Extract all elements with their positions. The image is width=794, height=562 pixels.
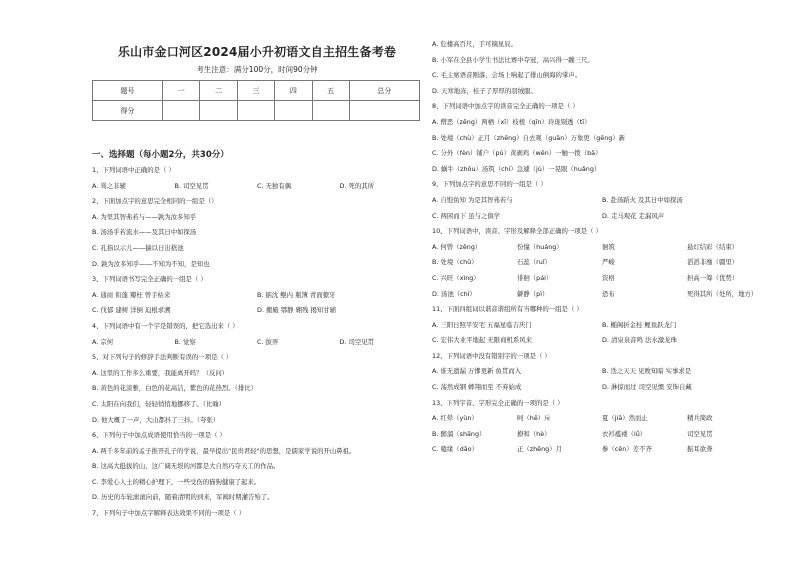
option-text: A. 僧恶（zēng）两栖（xī）枝棱（qīn）玲珑剔透（tī） bbox=[432, 117, 591, 126]
option-text: B. 椭阁折金桂 鲤鱼跃龙门 bbox=[602, 320, 677, 329]
option-row bbox=[432, 364, 772, 380]
score-header-cell: 总分 bbox=[349, 81, 419, 101]
option-text: A. 红晕（yùn） bbox=[432, 414, 478, 423]
option-row bbox=[432, 255, 772, 271]
option-text: D. 清泉泉音鸣 法水激龙珠 bbox=[602, 336, 677, 345]
option-text: A. 危楼高百尺，手可摘星辰。 bbox=[432, 40, 518, 48]
option-text: A. 骂之非辅 bbox=[92, 181, 126, 190]
option-row bbox=[432, 442, 772, 458]
option-text: 严峻 bbox=[602, 258, 615, 267]
question-text: 1、下列词语中正确的是（ ） bbox=[92, 166, 175, 174]
option-row bbox=[432, 193, 772, 209]
score-header-cell: 二 bbox=[200, 81, 237, 101]
exam-notice: 考生注意：满分100分，时间90分钟 bbox=[196, 65, 318, 74]
option-text: 担高一筹（优势） bbox=[687, 273, 739, 282]
option-text: C. 兴旺（xìng） bbox=[432, 273, 480, 282]
option-text: B. 司空见贯 bbox=[174, 181, 209, 190]
question-text: 8、下列词语中加点字的读音完全正确的一项是（ ） bbox=[432, 102, 579, 111]
score-header-cell: 一 bbox=[163, 81, 200, 101]
option-text: C. 孔指以示儿——揣以日出嵇池 bbox=[92, 243, 184, 252]
option-row bbox=[432, 318, 772, 334]
section-title: 一、选择题（每小题2分，共30分） bbox=[92, 150, 229, 160]
option-row bbox=[92, 335, 422, 351]
option-text: B. 处境（chǔ） bbox=[432, 258, 478, 267]
option-text: A. 何曾（zēng） bbox=[432, 242, 482, 251]
left-column bbox=[92, 163, 422, 522]
option-text: B. 赴汤蹈火 及其日中如探汤 bbox=[602, 195, 683, 204]
score-table-score-row bbox=[93, 101, 420, 121]
option-text: 撩和（hè） bbox=[517, 429, 551, 438]
option-text: B. 小军在全县小学生书法比赛中夺冠，高兴得一蹦三尺。 bbox=[432, 55, 594, 64]
score-row-label: 得分 bbox=[93, 101, 163, 121]
option-row bbox=[432, 209, 772, 225]
question-text: 6、下列句子中加点成语使用恰当的一项是（ ） bbox=[92, 431, 226, 440]
option-text: A. 三阳日照平安宅 五福星临吉庆门 bbox=[432, 320, 532, 329]
option-text: B. 处境（chù）正月（zhēng）自去观（guān）万象更（gēng）新 bbox=[432, 133, 626, 142]
option-text: A. 为里其智弗若与——孰为汝多知乎 bbox=[92, 212, 197, 221]
option-row bbox=[92, 303, 422, 319]
option-row bbox=[432, 240, 772, 256]
option-row bbox=[432, 380, 772, 396]
option-text: C. 拔弄 bbox=[257, 337, 279, 346]
score-header-cell: 四 bbox=[275, 81, 312, 101]
option-text: C. 两困而下 虽与之俱学 bbox=[432, 211, 501, 220]
option-row bbox=[432, 411, 772, 427]
question-text: 5、对下列句子的修辞手法判断有误的一项是（ ） bbox=[92, 353, 233, 362]
option-text: A. 宗何 bbox=[92, 337, 114, 346]
option-text: 僻静（pì） bbox=[517, 289, 549, 298]
option-text: 份憧（huáng） bbox=[517, 242, 563, 251]
option-text: A. 自饱鱼知 为是其智弗若与 bbox=[432, 195, 513, 204]
option-text: C. 伐郁 建树 洋倒 迫根求溯 bbox=[92, 306, 171, 315]
right-column bbox=[432, 37, 772, 458]
question-text: 7、下列句子中加点字解释表达效果不同的一项是（ ） bbox=[92, 509, 246, 518]
option-text: 夏（jiā）然而止 bbox=[602, 414, 648, 423]
option-text: B. 掂沈 鲲内 瓶簿 青面獠牙 bbox=[257, 290, 336, 299]
option-text: B. 汤汤乎若流水——及其日中如探汤 bbox=[92, 228, 197, 237]
option-text: 参（cēn）差不齐 bbox=[602, 445, 652, 454]
exam-title: 乐山市金口河区2024届小升初语文自主招生备考卷 bbox=[117, 45, 397, 59]
option-row bbox=[92, 288, 422, 304]
option-text: D. 搬簸 鄂静 翱残 揭知甘辅 bbox=[257, 306, 336, 315]
question-text: 9、下列加点字的意思不同的一组是（ ） bbox=[432, 180, 547, 189]
option-text: C. 无独有偶 bbox=[257, 181, 292, 190]
score-cell bbox=[349, 101, 419, 121]
score-cell bbox=[237, 101, 274, 121]
option-text: C. 毛主席语音刚落，会场上响起了排山倒海的掌声。 bbox=[432, 71, 582, 80]
option-text: 石蕊（ruǐ） bbox=[517, 258, 552, 267]
option-text: 恐布 bbox=[602, 289, 615, 298]
option-text: C. 嗑缘（dāo） bbox=[432, 445, 478, 454]
option-text: C. 李爱心人士的精心护理下，一些受伤的猫狗健康了起来。 bbox=[92, 477, 261, 486]
score-header-cell: 题号 bbox=[93, 81, 163, 101]
question-text: 12、下列词语中没有错别字的一项是（ ） bbox=[432, 351, 551, 360]
option-text: D. 死的其所 bbox=[339, 181, 375, 190]
option-text: 徘徊（pái） bbox=[517, 273, 553, 282]
score-table bbox=[92, 80, 420, 121]
option-row bbox=[92, 179, 422, 195]
score-cell bbox=[275, 101, 312, 121]
option-text: D. 蜗牛（zhōu）汤筑（chí）急遽（jù）一晃眼（huǎng） bbox=[432, 164, 601, 173]
score-table-header-row bbox=[93, 81, 420, 101]
question-text: 11、下面四组词以谐音谐组所有当哪种的一组是（ ） bbox=[432, 305, 583, 314]
score-cell bbox=[200, 101, 237, 121]
option-text: 悬灯结彩（结束） bbox=[687, 242, 739, 251]
option-text: 呵（hē）斥 bbox=[517, 414, 551, 423]
question-text: 2、下面加点字的意思完全相同的一组是（） bbox=[92, 197, 218, 206]
score-cell bbox=[163, 101, 200, 121]
option-row bbox=[432, 427, 772, 443]
option-text: B. 觉察 bbox=[174, 337, 196, 346]
option-text: 资格 bbox=[602, 273, 615, 282]
question-text: 10、下列词语中，读音、字形及解释全部正确的一项是（ ） bbox=[432, 227, 602, 236]
option-text: 正（zhēng）月 bbox=[517, 445, 563, 454]
option-text: D. 走马观花 走漏风声 bbox=[602, 211, 665, 220]
score-header-cell: 五 bbox=[312, 81, 349, 101]
option-text: D. 他大概了一声，大山都抖了三抖。（夸张） bbox=[92, 415, 220, 424]
option-text: 振耳欲聋 bbox=[687, 445, 713, 454]
question-text: 4、下列词语中有一个字是错误的，把它选出来（ ） bbox=[92, 321, 239, 330]
option-text: D. 汤池（chí） bbox=[432, 289, 476, 298]
option-row bbox=[432, 333, 772, 349]
option-text: B. 黄色的花淡雅，白色的花高洁，紫色的花热烈。（排比） bbox=[92, 384, 258, 393]
option-text: C. 太阳在向我们，轻轻悄悄地挪移了。（比喻） bbox=[92, 399, 226, 408]
option-text: B. 迭之天天 见败知暗 实事求是 bbox=[602, 367, 692, 376]
option-text: C. 宏伟大业平地起 无限商机系风来 bbox=[432, 336, 533, 345]
option-text: C. 荡然成钢 蟀翔而至 不弃始成 bbox=[432, 383, 522, 392]
option-text: A. 两千多年前的孟子推开孔子的学说，最早提出"民贵君轻"的思想，是儒家学说的开山鼻祖。 bbox=[92, 446, 356, 455]
option-text: D. 历史的车轮滚滚向前，随着清明的到来，军阀时期灌告殆了。 bbox=[92, 493, 274, 502]
option-text: D. 天寒地冻，桂子了厚厚的羽绒服。 bbox=[432, 86, 537, 95]
option-text: B. 醉溜（shāng） bbox=[432, 429, 486, 438]
option-text: 精兵简政 bbox=[687, 414, 713, 423]
option-text: 徊筑 bbox=[602, 242, 615, 251]
option-text: 衣衫褴褛（lǚ） bbox=[602, 429, 647, 438]
option-text: A. 谁无遗漏 万慘更新 鱼贯而入 bbox=[432, 367, 522, 376]
option-text: B. 这高大挺拔的山，这广阔无垠的河都是大自然巧夺天工的作品。 bbox=[92, 462, 280, 471]
option-text: C. 分外（fèn）铺户（pù）黄剥鸡（wěn）一触一拨（bā） bbox=[432, 149, 602, 158]
option-text: 滔滔非靡（疆里） bbox=[687, 258, 739, 267]
option-text: 司空见贯 bbox=[687, 429, 713, 438]
option-text: A. 通商 衔蓬 瓣枉 曾手枯来 bbox=[92, 290, 171, 299]
option-text: D. 司空见贯 bbox=[339, 337, 375, 346]
question-text: 3、下列词语书写完全正确的一组是（ ） bbox=[92, 275, 207, 284]
option-row bbox=[432, 271, 772, 287]
option-text: A. 这里的工作多么重要，我能离开吗？（反问） bbox=[92, 368, 229, 377]
score-header-cell: 三 bbox=[237, 81, 274, 101]
question-text: 13、下列字音、字形完全正确的一项的是（ ） bbox=[432, 398, 564, 407]
option-row bbox=[432, 287, 772, 303]
score-cell bbox=[312, 101, 349, 121]
option-text: D. 孰为汝多知乎——不知为不知，是知也 bbox=[92, 259, 210, 268]
option-text: 死得其所（处所，地方） bbox=[687, 289, 758, 298]
option-text: D. 淋掠而过 司空见惯 安饰自藏 bbox=[602, 383, 692, 392]
